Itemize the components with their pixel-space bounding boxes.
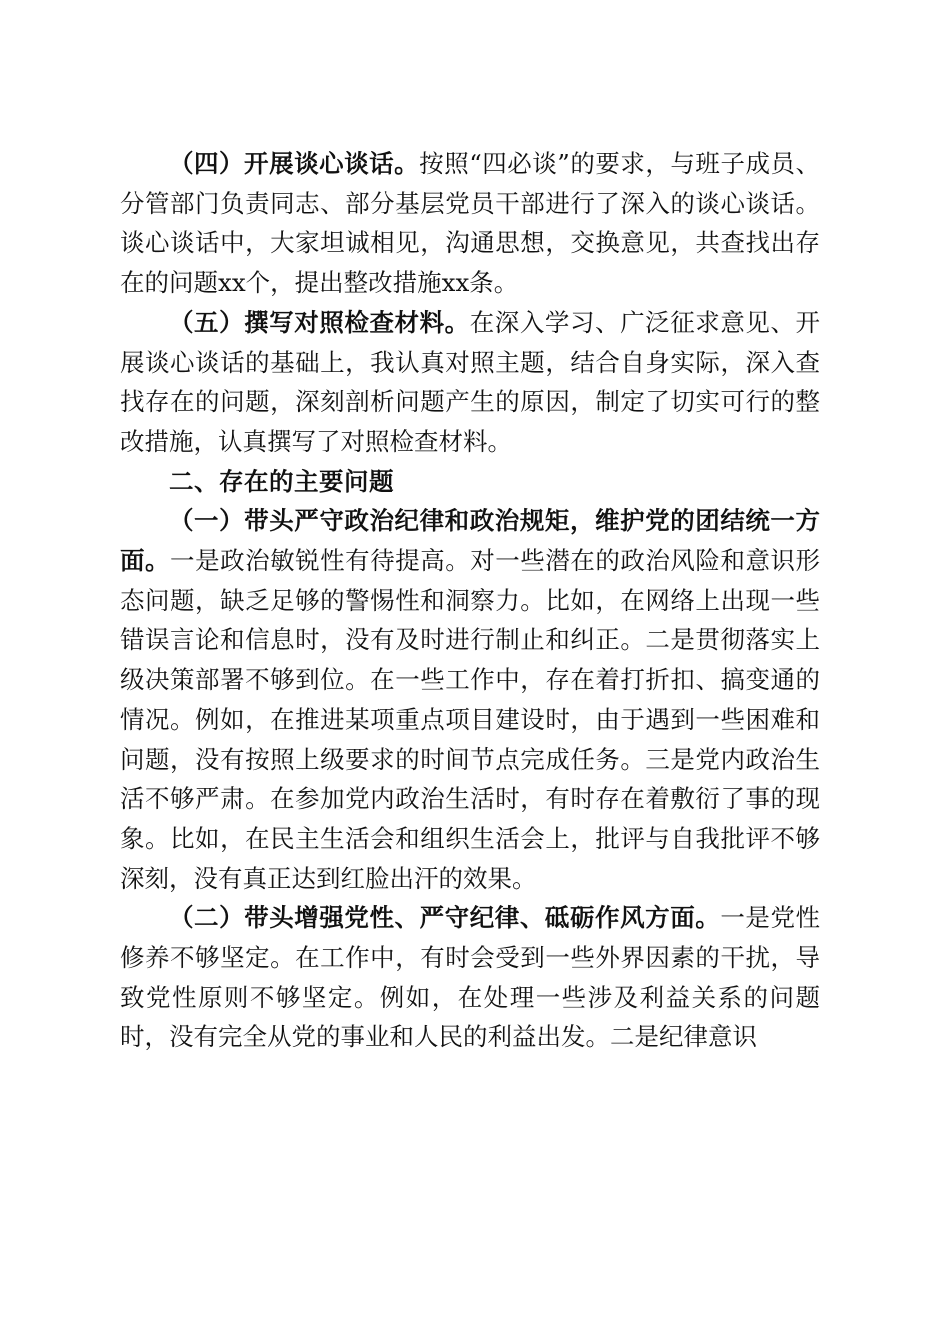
paragraph-text: 按照“四必谈”的要求，与班子成员、分管部门负责同志、部分基层党员干部进行了深入的谈心谈话。谈心谈话中，大家坦诚相见，沟通思想，交换意见，共查找出存在的问题xx个，提出整改措施xx条。 [120, 149, 820, 298]
paragraph-lead: （五）撰写对照检查材料。 [169, 307, 470, 337]
paragraph-text: 在深入学习、广泛征求意见、开展谈心谈话的基础上，我认真对照主题，结合自身实际，深入查找存在的问题，深刻剖析问题产生的原因，制定了切实可行的整改措施，认真撰写了对照检查材料。 [120, 307, 820, 456]
paragraph-materials [120, 303, 820, 462]
paragraph-text: 一是党性修养不够坚定。在工作中，有时会受到一些外界因素的干扰，导致党性原则不够坚定。例如，在处理一些涉及利益关系的问题时，没有完全从党的事业和人民的利益出发。二是纪律意识 [120, 903, 821, 1052]
paragraph-lead: （四）开展谈心谈话。 [169, 149, 420, 178]
problem-paragraph-2 [120, 898, 820, 1057]
paragraph-lead: （二）带头增强党性、严守纪律、砥砺作风方面。 [169, 903, 721, 933]
paragraph-lead: （一）带头严守政治纪律和政治规矩，维护党的团结统一方面。 [120, 506, 820, 576]
section-heading: 二、存在的主要问题 [169, 466, 394, 496]
paragraph-talks [120, 144, 820, 303]
paragraph-text: 一是政治敏锐性有待提高。对一些潜在的政治风险和意识形态问题，缺乏足够的警惕性和洞察力。比如，在网络上出现一些错误言论和信息时，没有及时进行制止和纠正。二是贯彻落实上级决策部署不够到位。在一些工作中，存在着打折扣、搞变通的情况。例如，在推进某项重点项目建设时，由于遇到一些困难和问题，没有按照上级要求的时间节点完成任务。三是党内政治生活不够严肃。在参加党内政治生活时，有时存在着敷衍了事的现象。比如，在民主生活会和组织生活会上，批评与自我批评不够深刻，没有真正达到红脸出汗的效果。 [120, 546, 821, 893]
document-body [120, 144, 820, 1057]
problem-paragraph-1 [120, 501, 820, 898]
